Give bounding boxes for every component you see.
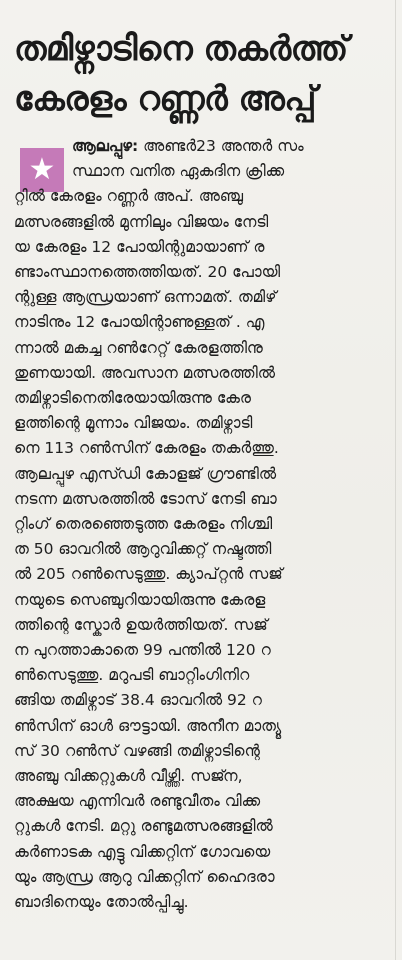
article-line: ണ്ടാംസ്ഥാനത്തെത്തിയത്. 20 പോയി xyxy=(14,263,281,281)
article-line: ൺസിന് ഓൾ ഔട്ടായി. അനീന മാത്യൂ xyxy=(14,716,282,735)
article-line xyxy=(72,134,392,159)
headline xyxy=(14,24,390,124)
article-line: അക്ഷയ എന്നിവർ രണ്ടുവീതം വിക്ക xyxy=(14,792,261,811)
article-line: റ്റിംഗ് തെരഞ്ഞെടുത്ത കേരളം നിശ്ചി xyxy=(14,515,273,533)
article-line: ആലപ്പുഴ എസ്ഡി കോളജ് ഗ്രൗണ്ടിൽ xyxy=(14,464,277,483)
article-line: ന്നാൽ മകച്ച റൺറേറ്റ് കേരളത്തിനു xyxy=(14,338,263,357)
article-line: ങ്ങിയ തമിഴ്നാട് 38.4 ഓവറിൽ 92 റ xyxy=(14,691,262,710)
article-line: ത്തിന്റെ സ്കോർ ഉയർത്തിയത്. സജ് xyxy=(14,615,268,634)
star-icon: ★ xyxy=(28,152,56,187)
article-line: മത്സരങ്ങളിൽ മുന്നിലും വിജയം നേടി xyxy=(14,212,269,231)
article-line: നടന്ന മത്സരത്തിൽ ടോസ് നേടി ബാ xyxy=(14,489,277,508)
article-line: നയുടെ സെഞ്ചുറിയായിരുന്നു കേരള xyxy=(14,590,266,609)
article-line: സ്ഥാന വനിത ഏകദിന ക്രിക്ക xyxy=(72,162,285,181)
page-edge-rule xyxy=(395,0,396,960)
article-line: നാടിനും 12 പോയിന്റാണുള്ളത് . എ xyxy=(14,313,265,332)
article-line: ത 50 ഓവറിൽ ആറുവിക്കറ്റ് നഷ്ടത്തി xyxy=(14,540,272,559)
article-line: അഞ്ചു വിക്കറ്റുകൾ വീഴ്ത്തി. സജ്ന, xyxy=(14,767,243,785)
article-line: സ് 30 റൺസ് വഴങ്ങി തമിഴ്നാടിന്റെ xyxy=(14,741,260,760)
article-line: ന പുറത്താകാതെ 99 പന്തിൽ 120 റ xyxy=(14,641,271,659)
headline-line-2: കേരളം റണ്ണർ അപ്പ് xyxy=(14,79,316,119)
article-line: റ്റിൽ കേരളം റണ്ണർ അപ്. അഞ്ചു xyxy=(14,187,244,206)
headline-line-1: തമിഴ്നാടിനെ തകർത്ത് xyxy=(14,29,348,69)
article-line: തമിഴ്നാടിനെതിരേയായിരുന്നു കേര xyxy=(14,389,252,407)
article-line: തുണയായി. അവസാന മത്സരത്തിൽ xyxy=(14,363,275,382)
article-line: ന്റുള്ള ആന്ധ്രയാണ് ഒന്നാമത്. തമിഴ് xyxy=(14,288,277,307)
article-line: റ്റുകൾ നേടി. മറ്റു രണ്ടുമത്സരങ്ങളിൽ xyxy=(14,817,273,836)
article-line: ൺസെടുത്തു. മറുപടി ബാറ്റിംഗിനിറ xyxy=(14,666,250,685)
article-line: ൽ 205 റൺസെടുത്തു. ക്യാപ്റ്റൻ സജ് xyxy=(14,565,283,584)
dateline: ആലപ്പുഴ: xyxy=(72,137,139,155)
article-line: ബാദിനെയും തോൽപ്പിച്ചു. xyxy=(14,893,189,911)
article-line: ളത്തിന്റെ മൂന്നാം വിജയം. തമിഴ്നാടി xyxy=(14,414,253,433)
article-line: നെ 113 റൺസിന് കേരളം തകർത്തു. xyxy=(14,439,279,458)
article-line: കർണാടക എട്ടു വിക്കറ്റിന് ഗോവയെ xyxy=(14,842,271,861)
article-line-text: അണ്ടർ23 അന്തർ സം xyxy=(138,137,304,155)
article-line: യ കേരളം 12 പോയിന്റുമായാണ് ര xyxy=(14,237,265,256)
article-line: യും ആന്ധ്ര ആറു വിക്കറ്റിന് ഹൈദരാ xyxy=(14,867,275,886)
